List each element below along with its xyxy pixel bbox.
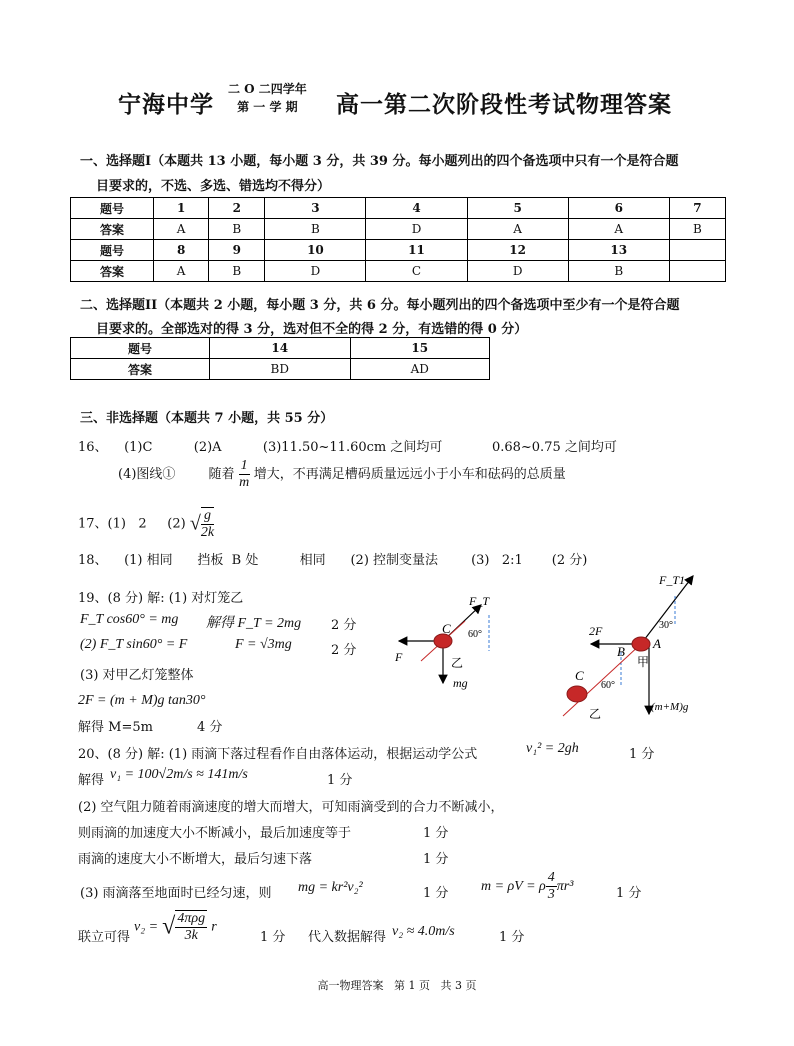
school-name: 宁海中学 [118, 91, 214, 118]
table-row [71, 261, 726, 282]
q20-eq9: v₂ ≈ 4.0m/s [392, 924, 455, 939]
table-cell: 答案 [71, 359, 210, 380]
label-ft1: F_T1 [659, 573, 686, 587]
lantern-jia-icon [632, 637, 650, 651]
table-cell: 13 [568, 240, 669, 261]
table-cell: A [154, 219, 209, 240]
table-cell: D [467, 261, 568, 282]
eq7-left: m = ρV = ρ [481, 879, 546, 894]
table-cell: 5 [467, 198, 568, 219]
label-f: F [395, 650, 403, 664]
fraction-numerator: g [201, 508, 214, 525]
sqrt-icon: √ [189, 512, 201, 535]
table-cell [669, 240, 725, 261]
table-cell: 答案 [71, 219, 154, 240]
q19-eq2: (2) F_T sin60° = F [80, 637, 188, 652]
table-cell: A [154, 261, 209, 282]
eq7-fraction [546, 870, 557, 903]
q20-line1: 20、(8 分) 解: (1) 雨滴下落过程看作自由落体运动，根据运动学公式 [78, 747, 478, 762]
table-cell: D [265, 261, 366, 282]
page-title: 高一第二次阶段性考试物理答案 [336, 91, 672, 118]
label-yi: 乙 [589, 707, 602, 720]
section1-heading-1: 一、选择题I（本题共 13 小题，每小题 3 分，共 39 分。每小题列出的四个备选项中只有一个是符合题 [80, 154, 679, 169]
q16-line2 [118, 458, 566, 491]
table-cell: 10 [265, 240, 366, 261]
table-cell: 14 [210, 338, 351, 359]
table-cell: 15 [350, 338, 489, 359]
label-angle: 60° [468, 629, 482, 640]
table-cell: A [568, 219, 669, 240]
q16-text-b: 增大，不再满足槽码质量远远小于小车和砝码的总质量 [253, 467, 566, 482]
q17-line [78, 507, 214, 541]
table-cell: B [669, 219, 725, 240]
table-cell: 题号 [71, 198, 154, 219]
q19-score2: 2 分 [331, 643, 357, 658]
q19-score3: 4 分 [197, 720, 223, 735]
table-cell: 题号 [71, 240, 154, 261]
q19-result: 解得 M=5m [78, 720, 153, 735]
force-diagram-lantern-yi [385, 595, 510, 695]
label-ft: F_T [469, 595, 490, 608]
q20-score2: 1 分 [327, 773, 353, 788]
table-cell: BD [210, 359, 351, 380]
fraction-denominator: 2k [200, 525, 215, 540]
q19-eq1-result: 解得 F_T = 2mg [206, 616, 302, 631]
table-row [71, 198, 726, 219]
fraction-denominator: 3 [547, 887, 555, 902]
table-cell: AD [350, 359, 489, 380]
q20-score8: 1 分 [499, 930, 525, 945]
table-cell: 答案 [71, 261, 154, 282]
q20-score7: 1 分 [260, 930, 286, 945]
q20-line4: 则雨滴的加速度大小不断减小，最后加速度等于 [78, 826, 352, 841]
answer-table-2 [70, 337, 490, 380]
table-cell: B [568, 261, 669, 282]
q20-eq2: v₁ = 100√2m/s ≈ 141m/s [110, 767, 248, 782]
table-cell: 8 [154, 240, 209, 261]
section2-heading-1: 二、选择题II（本题共 2 小题，每小题 3 分，共 6 分。每小题列出的四个备选项中至少有一个是符合题 [80, 298, 680, 313]
q20-score1: 1 分 [629, 747, 655, 762]
fraction-numerator: 4 [547, 870, 555, 885]
eq8-fraction [175, 910, 207, 944]
sqrt-icon: √ [162, 913, 176, 940]
q20-line7-label: 联立可得 [78, 930, 131, 945]
table-cell: C [366, 261, 467, 282]
q16-text-a: (4)图线① 随着 [118, 467, 235, 482]
label-angle60: 60° [601, 680, 615, 691]
table-cell: 11 [366, 240, 467, 261]
q17-text: 17、(1) 2 (2) [78, 516, 186, 532]
q20-score5: 1 分 [423, 886, 449, 901]
page-footer: 高一物理答案 第 1 页 共 3 页 [317, 979, 477, 992]
table-cell: B [209, 219, 265, 240]
q17-fraction [201, 507, 214, 541]
label-weight: (m+M)g [651, 701, 689, 713]
table-cell: B [265, 219, 366, 240]
table-cell: 2 [209, 198, 265, 219]
section3-heading: 三、非选择题（本题共 7 小题，共 55 分） [80, 411, 334, 426]
q19-heading: 19、(8 分) 解: (1) 对灯笼乙 [78, 591, 244, 606]
term-line: 第 一 学 期 [237, 100, 298, 114]
lantern-icon [434, 634, 452, 648]
label-yi: 乙 [451, 656, 464, 670]
label-mg: mg [453, 676, 468, 690]
q16-line1: 16、 (1)C (2)A (3)11.50~11.60cm 之间均可 0.68~0.75 之间均可 [78, 440, 617, 455]
table-cell: B [209, 261, 265, 282]
q19-eq2-result: F = √3mg [235, 637, 292, 652]
q20-score3: 1 分 [423, 826, 449, 841]
q19-eq3: 2F = (m + M)g tan30° [78, 693, 206, 708]
label-jia: 甲 [637, 655, 650, 669]
q19-score1: 2 分 [331, 618, 357, 633]
table-cell: 9 [209, 240, 265, 261]
q20-score6: 1 分 [616, 886, 642, 901]
table-cell: A [467, 219, 568, 240]
eq7-right: πr³ [556, 879, 574, 894]
table-row [71, 240, 726, 261]
q20-eq8 [134, 910, 217, 944]
q20-line5: 雨滴的速度大小不断增大，最后匀速下落 [78, 852, 313, 867]
fraction-numerator: 4πρg [177, 911, 206, 926]
force-diagram-lanterns-whole [555, 568, 715, 720]
q20-eq6: mg = kr²v₂² [298, 880, 363, 895]
q16-fraction [239, 458, 250, 491]
q20-line7-text: 代入数据解得 [308, 930, 387, 945]
label-a: A [653, 636, 661, 651]
table-row [71, 338, 490, 359]
q20-score4: 1 分 [423, 852, 449, 867]
label-angle30: 30° [659, 620, 673, 631]
table-cell: 12 [467, 240, 568, 261]
table-cell: 1 [154, 198, 209, 219]
table-cell: 7 [669, 198, 725, 219]
q20-line3: (2) 空气阻力随着雨滴速度的增大而增大，可知雨滴受到的合力不断减小， [78, 800, 504, 815]
q19-eq1: F_T cos60° = mg [80, 612, 179, 627]
lantern-yi-icon [567, 686, 587, 702]
q19-part3: (3) 对甲乙灯笼整体 [80, 668, 194, 683]
fraction-numerator: 1 [240, 458, 248, 473]
table-cell: 题号 [71, 338, 210, 359]
q20-line6-label: (3) 雨滴落至地面时已经匀速，则 [80, 886, 272, 901]
section2-heading-2: 目要求的。全部选对的得 3 分，选对但不全的得 2 分，有选错的得 0 分） [96, 322, 528, 337]
table-row [71, 219, 726, 240]
table-cell [669, 261, 725, 282]
label-c: C [575, 668, 584, 683]
q20-eq1: v₁² = 2gh [526, 741, 579, 756]
table-cell: D [366, 219, 467, 240]
label-c: C [442, 621, 451, 636]
table-cell: 6 [568, 198, 669, 219]
eq8-left: v₂ = [134, 919, 159, 935]
q20-eq7 [481, 870, 573, 903]
eq8-r: r [211, 919, 217, 935]
fraction-denominator: m [239, 475, 250, 490]
table-row [71, 359, 490, 380]
label-b: B [617, 644, 625, 659]
year-line: 二 O 二四学年 [228, 82, 307, 96]
answer-table-1 [70, 197, 726, 282]
fraction-denominator: 3k [184, 928, 198, 943]
table-cell: 4 [366, 198, 467, 219]
table-cell: 3 [265, 198, 366, 219]
semester-label [228, 80, 307, 116]
q20-line2-label: 解得 [78, 773, 105, 788]
q18-line: 18、 (1) 相同 挡板 B 处 相同 (2) 控制变量法 (3) 2:1 (2 分) [78, 553, 588, 568]
section1-heading-2: 目要求的，不选、多选、错选均不得分） [96, 179, 331, 194]
label-2f: 2F [589, 624, 603, 638]
